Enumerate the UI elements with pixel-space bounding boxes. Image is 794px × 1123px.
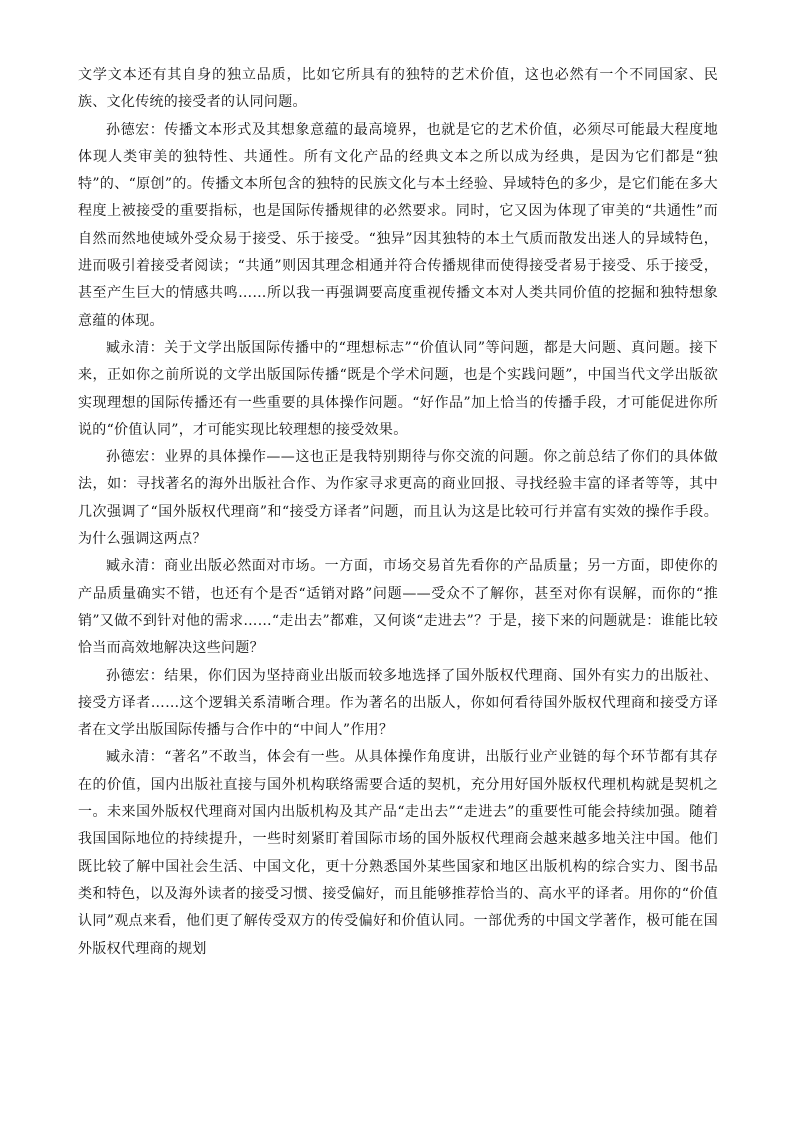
paragraph-sun-3: 孙德宏：结果，你们因为坚持商业出版而较多地选择了国外版权代理商、国外有实力的出版社、接受方译者……这个逻辑关系清晰合理。作为著名的出版人，你如何看待国外版权代理商和接受方译者在文学出版国际传播与合作中的“中间人”作用？ (78, 667, 718, 739)
paragraph-sun-2: 孙德宏：业界的具体操作——这也正是我特别期待与你交流的问题。你之前总结了你们的具体做法，如：寻找著名的海外出版社合作、为作家寻求更高的商业回报、寻找经验丰富的译者等等，其中几次强调了“国外版权代理商”和“接受方译者”问题，而且认为这是比较可行并富有实效的操作手段。为什么强调这两点？ (78, 449, 718, 548)
paragraph-zang-3: 臧永清：“著名”不敢当，体会有一些。从具体操作角度讲，出版行业产业链的每个环节都有其存在的价值，国内出版社直接与国外机构联络需要合适的契机，充分用好国外版权代理机构就是契机之一。未来国外版权代理商对国内出版机构及其产品“走出去”“走进去”的重要性可能会持续加强。随着我国国际地位的持续提升，一些时刻紧盯着国际市场的国外版权代理商会越来越多地关注中国。他们既比较了解中国社会生活、中国文化，更十分熟悉国外某些国家和地区出版机构的综合实力、图书品类和特色，以及海外读者的接受习惯、接受偏好，而且能够推荐恰当的、高水平的译者。用你的“价值认同”观点来看，他们更了解传受双方的传受偏好和价值认同。一部优秀的中国文学著作，极可能在国外版权代理商的规划 (78, 749, 718, 957)
paragraph-sun-1: 孙德宏：传播文本形式及其想象意蕴的最高境界，也就是它的艺术价值，必须尽可能最大程度地体现人类审美的独特性、共通性。所有文化产品的经典文本之所以成为经典，是因为它们都是“独特”的、“原创”的。传播文本所包含的独特的民族文化与本土经验、异域特色的多少，是它们能在多大程度上被接受的重要指标，也是国际传播规律的必然要求。同时，它又因为体现了审美的“共通性”而自然而然地使域外受众易于接受、乐于接受。“独异”因其独特的本土气质而散发出迷人的异域特色，进而吸引着接受者阅读；“共通”则因其理念相通并符合传播规律而使得接受者易于接受、乐于接受，甚至产生巨大的情感共鸣……所以我一再强调要高度重视传播文本对人类共同价值的挖掘和独特想象意蕴的体现。 (78, 121, 718, 329)
document-body (78, 62, 718, 963)
paragraph-zang-2: 臧永清：商业出版必然面对市场。一方面，市场交易首先看你的产品质量；另一方面，即使你的产品质量确实不错，也还有个是否“适销对路”问题——受众不了解你，甚至对你有误解，而你的“推销”又做不到针对他的需求……“走出去”都难，又何谈“走进去”？于是，接下来的问题就是：谁能比较恰当而高效地解决这些问题？ (78, 558, 718, 657)
paragraph-continuation: 文学文本还有其自身的独立品质，比如它所具有的独特的艺术价值，这也必然有一个不同国家、民族、文化传统的接受者的认同问题。 (78, 67, 718, 111)
paragraph-zang-1: 臧永清：关于文学出版国际传播中的“理想标志”“价值认同”等问题，都是大问题、真问题。接下来，正如你之前所说的文学出版国际传播“既是个学术问题，也是个实践问题”，中国当代文学出版欲实现理想的国际传播还有一些重要的具体操作问题。“好作品”加上恰当的传播手段，才可能促进你所说的“价值认同”，才可能实现比较理想的接受效果。 (78, 339, 718, 438)
